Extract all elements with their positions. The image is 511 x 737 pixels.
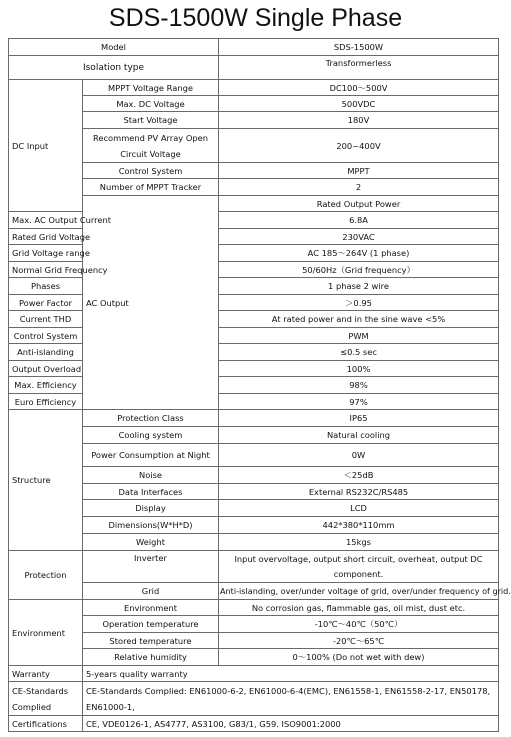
row-value: 97% [219,394,499,410]
table-row [9,467,499,484]
group-label-ac-output: AC Output [83,196,219,410]
row-label: Data Interfaces [83,484,219,500]
row-label: Grid Voltage range [9,245,83,262]
table-row [9,163,499,179]
table-row [9,500,499,517]
table-row [9,295,499,311]
table-row [9,245,499,262]
ce-label: CE-Standards Complied [9,682,83,716]
row-label: MPPT Voltage Range [83,80,219,96]
ce-value: CE-Standards Complied: EN61000-6-2, EN61000-6-4(EMC), EN61558-1, EN61558-2-17, EN50178, EN61000-1, [83,682,499,716]
model-label: Model [9,39,219,56]
table-row [9,616,499,633]
cert-label: Certifications [9,716,83,732]
table-row [9,649,499,666]
table-row [9,129,499,163]
table-row [9,262,499,278]
row-label: Display [83,500,219,517]
table-row [9,666,499,682]
table-row [9,212,499,229]
row-value: 0W [219,444,499,467]
row-value: External RS232C/RS485 [219,484,499,500]
row-value: DC100～500V [219,80,499,96]
group-label-environment: Environment [9,600,83,666]
table-row [9,633,499,649]
table-row [9,682,499,716]
row-value: 2 [219,179,499,196]
row-label: Start Voltage [83,112,219,129]
row-label: Max. DC Voltage [83,96,219,112]
row-label: Control System [9,328,83,344]
row-label: Protection Class [83,410,219,427]
table-row [9,534,499,551]
row-label: Control System [83,163,219,179]
row-label: Normal Grid Frequency [9,262,83,278]
group-label-protection: Protection [9,551,83,600]
page-title: SDS-1500W Single Phase [108,4,403,32]
row-label: Inverter [83,551,219,583]
row-value: ≤0.5 sec [219,344,499,361]
table-row [9,80,499,96]
row-value: 0～100% (Do not wet with dew) [219,649,499,666]
row-value: Natural cooling [219,427,499,444]
table-row [9,361,499,377]
table-row [9,410,499,427]
table-row [9,328,499,344]
row-value: 230VAC [219,229,499,245]
table-row [9,551,499,583]
row-label: Environment [83,600,219,616]
table-row [9,583,499,600]
table-row [9,394,499,410]
row-value: ＞0.95 [219,295,499,311]
row-label: Anti-islanding [9,344,83,361]
row-value: AC 185～264V (1 phase) [219,245,499,262]
row-value: PWM [219,328,499,344]
row-value: 200~400V [219,129,499,163]
table-row [9,229,499,245]
row-label: Rated Output Power [219,196,499,212]
row-label: Rated Grid Voltage [9,229,83,245]
table-row [9,344,499,361]
row-label: Operation temperature [83,616,219,633]
row-value: MPPT [219,163,499,179]
table-row [9,196,499,212]
row-value: LCD [219,500,499,517]
row-label: Power Factor [9,295,83,311]
warranty-label: Warranty [9,666,83,682]
row-label: Noise [83,467,219,484]
row-label: Cooling system [83,427,219,444]
row-label: Current THD [9,311,83,328]
row-label: Dimensions(W*H*D) [83,517,219,534]
table-row [9,377,499,394]
row-label: Weight [83,534,219,551]
row-value: 98% [219,377,499,394]
table-row [9,444,499,467]
row-value: IP65 [219,410,499,427]
row-label: Power Consumption at Night [83,444,219,467]
row-label: Max. Efficiency [9,377,83,394]
table-row [9,112,499,129]
row-label: Stored temperature [83,633,219,649]
cert-value: CE, VDE0126-1, AS4777, AS3100, G83/1, G59. ISO9001:2000 [83,716,499,732]
row-label: Recommend PV Array Open Circuit Voltage [83,129,219,163]
row-label: Number of MPPT Tracker [83,179,219,196]
row-value: 442*380*110mm [219,517,499,534]
row-value: 500VDC [219,96,499,112]
table-row [9,311,499,328]
table-row [9,484,499,500]
isolation-label: Isolation type [9,56,219,80]
row-label: Phases [9,278,83,295]
row-label: Relative humidity [83,649,219,666]
table-row [9,56,499,80]
row-value: 1 phase 2 wire [219,278,499,295]
row-value: ＜25dB [219,467,499,484]
row-value: Input overvoltage, output short circuit, overheat, output DC component. [219,551,499,583]
table-row [9,517,499,534]
group-label-structure: Structure [9,410,83,551]
row-label: Output Overload [9,361,83,377]
row-value: 100% [219,361,499,377]
table-row [9,716,499,732]
table-row [9,278,499,295]
table-row [9,96,499,112]
row-value: 180V [219,112,499,129]
row-label: Grid [83,583,219,600]
spec-table [8,38,511,732]
row-value: At rated power and in the sine wave <5% [219,311,499,328]
row-label: Max. AC Output Current [9,212,83,229]
table-row [9,427,499,444]
table-row [9,179,499,196]
row-value: 15kgs [219,534,499,551]
table-row [9,39,499,56]
row-value: -20℃～65℃ [219,633,499,649]
row-value: 6.8A [219,212,499,229]
model-value: SDS-1500W [219,39,499,56]
warranty-value: 5-years quality warranty [83,666,499,682]
isolation-value: Transformerless [219,56,499,80]
row-label: Euro Efficiency [9,394,83,410]
row-value: -10℃～40℃（50℃） [219,616,499,633]
row-value: Anti-islanding, over/under voltage of grid, over/under frequency of grid. [219,583,499,600]
row-value: 50/60Hz（Grid frequency） [219,262,499,278]
table-row [9,600,499,616]
group-label-dc-input: DC Input [9,80,83,212]
row-value: No corrosion gas, flammable gas, oil mist, dust etc. [219,600,499,616]
